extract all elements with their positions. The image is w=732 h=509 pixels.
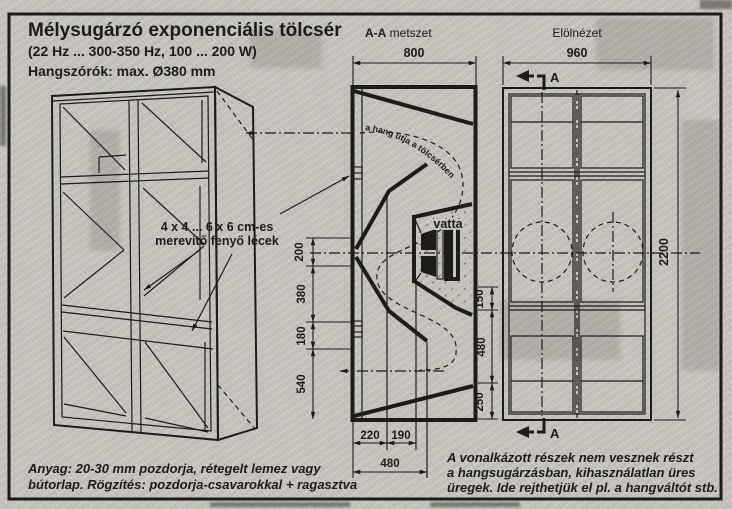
cabinet-interior-panels <box>63 100 208 432</box>
leader-arrow-left <box>144 250 200 290</box>
speaker-size-spec: Hangszórók: max. Ø380 mm <box>28 63 216 79</box>
wadding-label: vatta <box>433 217 463 231</box>
cut-letter-bottom: A <box>550 426 560 441</box>
cut-arrow-bottom-icon <box>516 426 529 438</box>
bottom-reflector-panel <box>354 386 473 416</box>
cabinet-3d-view <box>52 87 257 440</box>
cut-marker-bottom <box>516 418 560 441</box>
dim-left-180: 180 <box>296 326 308 346</box>
dim-left-540: 540 <box>296 374 308 394</box>
dim-left-200: 200 <box>294 242 306 262</box>
leader-arrow-to-section <box>280 176 349 214</box>
bracing-label-line2: merevítő fenyő lécek <box>155 234 279 248</box>
leader-arrow-down <box>192 254 232 331</box>
page-title: Mélysugárzó exponenciális tölcsér <box>28 20 342 41</box>
dim-front-width: 960 <box>566 46 588 60</box>
front-view <box>503 70 651 441</box>
dim-right-150: 150 <box>474 289 486 309</box>
driver-magnet <box>444 225 460 281</box>
dim-right-480: 480 <box>476 337 488 357</box>
dim-section-width: 800 <box>403 46 425 60</box>
front-view-label: Elölnézet <box>552 26 602 40</box>
dim-right-250: 250 <box>474 392 486 412</box>
dim-bottom-480: 480 <box>380 458 400 470</box>
upper-horn-tongue <box>356 164 427 249</box>
dim-height-2200: 2200 <box>657 238 671 266</box>
hatch-note-line2: a hangsugárzásban, kihasználatlan üres <box>447 465 696 480</box>
frequency-power-spec: (22 Hz ... 300-350 Hz, 100 ... 200 W) <box>28 43 257 59</box>
hatch-note-line3: üregek. Ide rejthetjük el pl. a hangváltót stb. <box>447 480 718 495</box>
dim-bottom-220: 220 <box>360 430 380 442</box>
dim-left-380: 380 <box>296 284 308 304</box>
top-reflector-panel <box>354 91 473 124</box>
side-dashed-diagonal-bottom <box>218 385 255 429</box>
material-note-line1: Anyag: 20-30 mm pozdorja, rétegelt lemez vagy <box>28 461 321 476</box>
bracing-label-line1: 4 x 4 ... 6 x 6 cm-es <box>160 220 274 234</box>
cabinet-side-face <box>215 87 257 440</box>
dim-bottom-190: 190 <box>391 430 411 442</box>
front-dimensions <box>503 46 686 420</box>
sound-path-label: a hang útja a tölcsérben <box>364 122 457 180</box>
hatch-note-line1: A vonalkázott részek nem vesznek részt <box>447 450 694 465</box>
cut-arrow-top-icon <box>516 70 529 82</box>
section-view-label: A-A metszet <box>365 26 432 40</box>
material-note-line2: bútorlap. Rögzítés: pozdorja-csavarokkal + ragasztva <box>28 477 358 492</box>
cut-letter-top: A <box>550 70 560 85</box>
